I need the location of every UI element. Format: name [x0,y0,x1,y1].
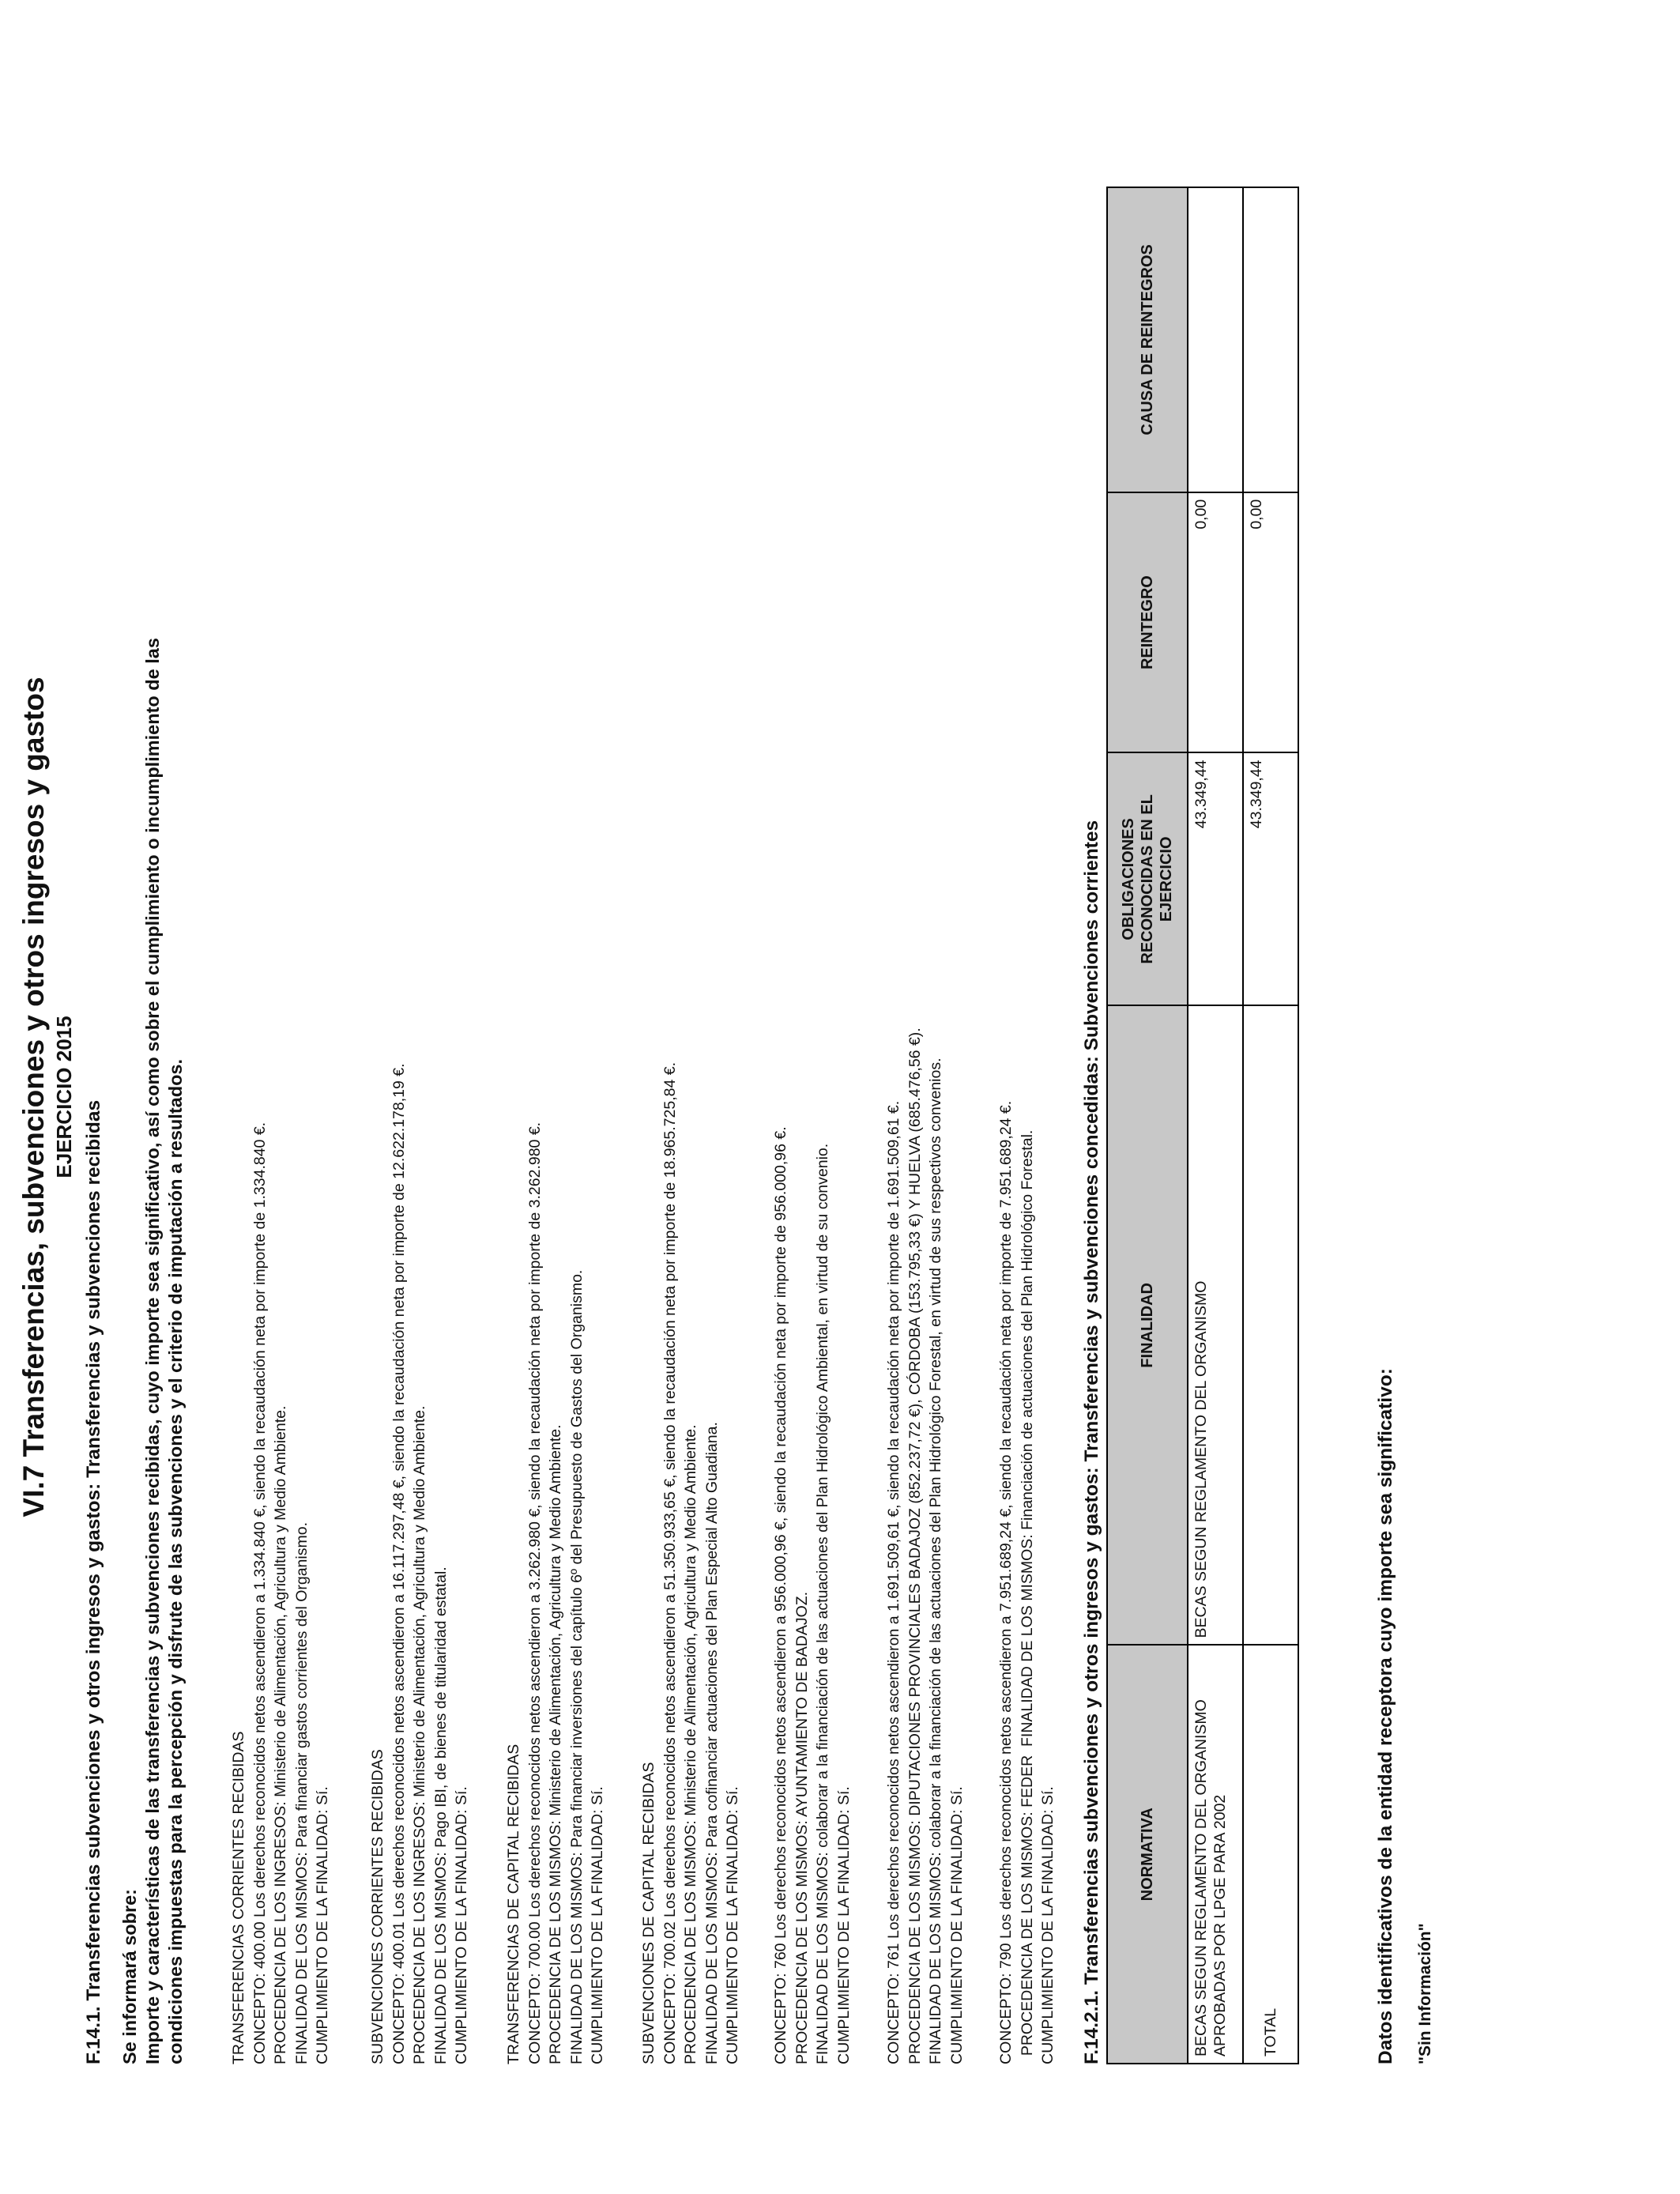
block-line: PROCEDENCIA DE LOS MISMOS: FEDER FINALIDAD DE LOS MISMOS: Financiación de actuaciones del Plan Hidrológico Forestal. [1018,1129,1036,2064]
block-transferencias-corrientes [228,1122,333,2064]
block-line: FINALIDAD DE LOS MISMOS: Para financiar inversiones del capítulo 6º del Presupuesto de Gastos del Organismo. [567,1269,586,2064]
block-line: CUMPLIMIENTO DE LA FINALIDAD: Sí. [1039,1786,1057,2064]
block-line: FINALIDAD DE LOS MISMOS: Para financiar gastos corrientes del Organismo. [292,1522,311,2064]
block-concepto-760 [770,1126,854,2064]
block-concepto-790 [996,1101,1059,2064]
block-line: CUMPLIMIENTO DE LA FINALIDAD: Sí. [724,1786,741,2064]
col-header-normativa: NORMATIVA [1107,1645,1188,2064]
block-line: PROCEDENCIA DE LOS INGRESOS: Ministerio de Alimentación, Agricultura y Medio Ambiente. [272,1405,289,2064]
block-line: CUMPLIMIENTO DE LA FINALIDAD: Sí. [453,1786,470,2064]
block-line: PROCEDENCIA DE LOS MISMOS: Ministerio de Alimentación, Agricultura y Medio Ambiente. [682,1424,699,2064]
block-line: PROCEDENCIA DE LOS INGRESOS: Ministerio de Alimentación, Agricultura y Medio Ambiente. [411,1405,428,2064]
col-header-reintegro: REINTEGRO [1107,492,1188,753]
block-line: FINALIDAD DE LOS MISMOS: colaborar a la financiación de las actuaciones del Plan Hidrológico Forestal, en virtud de sus respectivos convenios. [927,1057,944,2064]
intro-line: Se informará sobre: [119,1888,140,2064]
block-line: CONCEPTO: 760 Los derechos reconocidos netos ascendieron a 956.000,96 €, siendo la recaudación neta por importe de 956.000,96 €. [772,1126,789,2064]
intro-line: Importe y características de las transferencias y subvenciones recibidas, cuyo importe sea significativo, así como sobre el cumplimiento o incumplimiento de las [142,638,163,2064]
block-line: CONCEPTO: 400.00 Los derechos reconocidos netos ascendieron a 1.334.840 €, siendo la recaudación neta por importe de 1.334.840 €. [250,1122,269,2064]
block-line: FINALIDAD DE LOS MISMOS: Pago IBI, de bienes de titularidad estatal. [431,1566,450,2064]
cell-total-reintegro: 0,00 [1243,492,1298,753]
block-line: CONCEPTO: 761 Los derechos reconocidos netos ascendieron a 1.691.509,61 €, siendo la recaudación neta por importe de 1.691.509,61 €. [885,1100,902,2064]
col-header-obligaciones: OBLIGACIONES RECONOCIDAS EN EL EJERCICIO [1107,752,1188,1005]
block-line: FINALIDAD DE LOS MISMOS: colaborar a la financiación de las actuaciones del Plan Hidrológico Ambiental, en virtud de su convenio. [814,1143,831,2064]
block-line: TRANSFERENCIAS CORRIENTES RECIBIDAS [230,1731,247,2064]
section2-heading: F.14.2.1. Transferencias subvenciones y otros ingresos y gastos: Transferencias y subvenciones concedidas: Subvenciones corrientes [1081,820,1102,2064]
block-line: FINALIDAD DE LOS MISMOS: Para cofinanciar actuaciones del Plan Especial Alto Guadiana. [703,1422,721,2064]
cell-reintegro: 0,00 [1188,492,1243,753]
cell-total-obligaciones: 43.349,44 [1243,752,1298,1005]
block-subvenciones-capital [638,1062,744,2064]
page-title: VI.7 Transferencias, subvenciones y otros ingresos y gastos [17,677,50,1517]
col-header-finalidad: FINALIDAD [1107,1005,1188,1645]
block-line: PROCEDENCIA DE LOS MISMOS: Ministerio de Alimentación, Agricultura y Medio Ambiente. [547,1424,564,2064]
section1-heading: F.14.1. Transferencias subvenciones y otros ingresos y gastos: Transferencias y subvenciones recibidas [83,1099,104,2064]
block-line: CUMPLIMIENTO DE LA FINALIDAD: Sí. [947,1786,966,2064]
section1-intro [119,638,187,2064]
table-header-row [1107,187,1188,2064]
intro-line: condiciones impuestas para la percepción y disfrute de las subvenciones y el criterio de imputación a resultados. [165,1058,186,2064]
cell-total-causa [1243,187,1298,492]
cell-finalidad: BECAS SEGUN REGLAMENTO DEL ORGANISMO [1188,1005,1243,1645]
cell-obligaciones: 43.349,44 [1188,752,1243,1005]
cell-normativa: BECAS SEGUN REGLAMENTO DEL ORGANISMO APROBADAS POR LPGE PARA 2002 [1188,1645,1243,2064]
block-transferencias-capital [503,1122,608,2064]
cell-causa [1188,187,1243,492]
block-line: SUBVENCIONES DE CAPITAL RECIBIDAS [640,1762,657,2064]
sin-informacion-note: "Sin Información" [1416,1923,1434,2064]
block-line: CUMPLIMIENTO DE LA FINALIDAD: Sí. [834,1786,853,2064]
block-line: CUMPLIMIENTO DE LA FINALIDAD: Sí. [589,1786,606,2064]
table-row [1188,187,1243,2064]
block-concepto-761 [883,1027,967,2064]
receptora-heading: Datos identificativos de la entidad receptora cuyo importe sea significativo: [1375,1368,1396,2064]
cell-total-empty [1243,1005,1298,1645]
page-subtitle: EJERCICIO 2015 [52,1016,76,1178]
block-line: CONCEPTO: 400.01 Los derechos reconocidos netos ascendieron a 16.117.297,48 €, siendo la recaudación neta por importe de 12.622.178,19 €. [390,1063,408,2064]
table-total-row [1243,187,1298,2064]
subvenciones-table [1106,187,1299,2064]
block-line: CUMPLIMIENTO DE LA FINALIDAD: Sí. [314,1786,331,2064]
block-line: CONCEPTO: 700.02 Los derechos reconocidos netos ascendieron a 51.350.933,65 €, siendo la recaudación neta por importe de 18.965.725,84 €. [661,1062,679,2064]
block-line: PROCEDENCIA DE LOS MISMOS: AYUNTAMIENTO DE BADAJOZ. [793,1591,811,2064]
block-line: CONCEPTO: 790 Los derechos reconocidos netos ascendieron a 7.951.689,24 €, siendo la recaudación neta por importe de 7.951.689,24 €. [997,1100,1015,2064]
block-line: CONCEPTO: 700.00 Los derechos reconocidos netos ascendieron a 3.262.980 €, siendo la recaudación neta por importe de 3.262.980 €. [525,1122,544,2064]
cell-total-label: TOTAL [1243,1645,1298,2064]
block-line: PROCEDENCIA DE LOS MISMOS: DIPUTACIONES PROVINCIALES BADAJOZ (852.237,72 €), CÓRDOBA (153.795,33 €) Y HUELVA (685.476,56 €). [906,1027,924,2064]
block-subvenciones-corrientes [367,1063,473,2064]
block-line: SUBVENCIONES CORRIENTES RECIBIDAS [369,1749,386,2064]
block-line: TRANSFERENCIAS DE CAPITAL RECIBIDAS [505,1744,522,2064]
col-header-causa: CAUSA DE REINTEGROS [1107,187,1188,492]
